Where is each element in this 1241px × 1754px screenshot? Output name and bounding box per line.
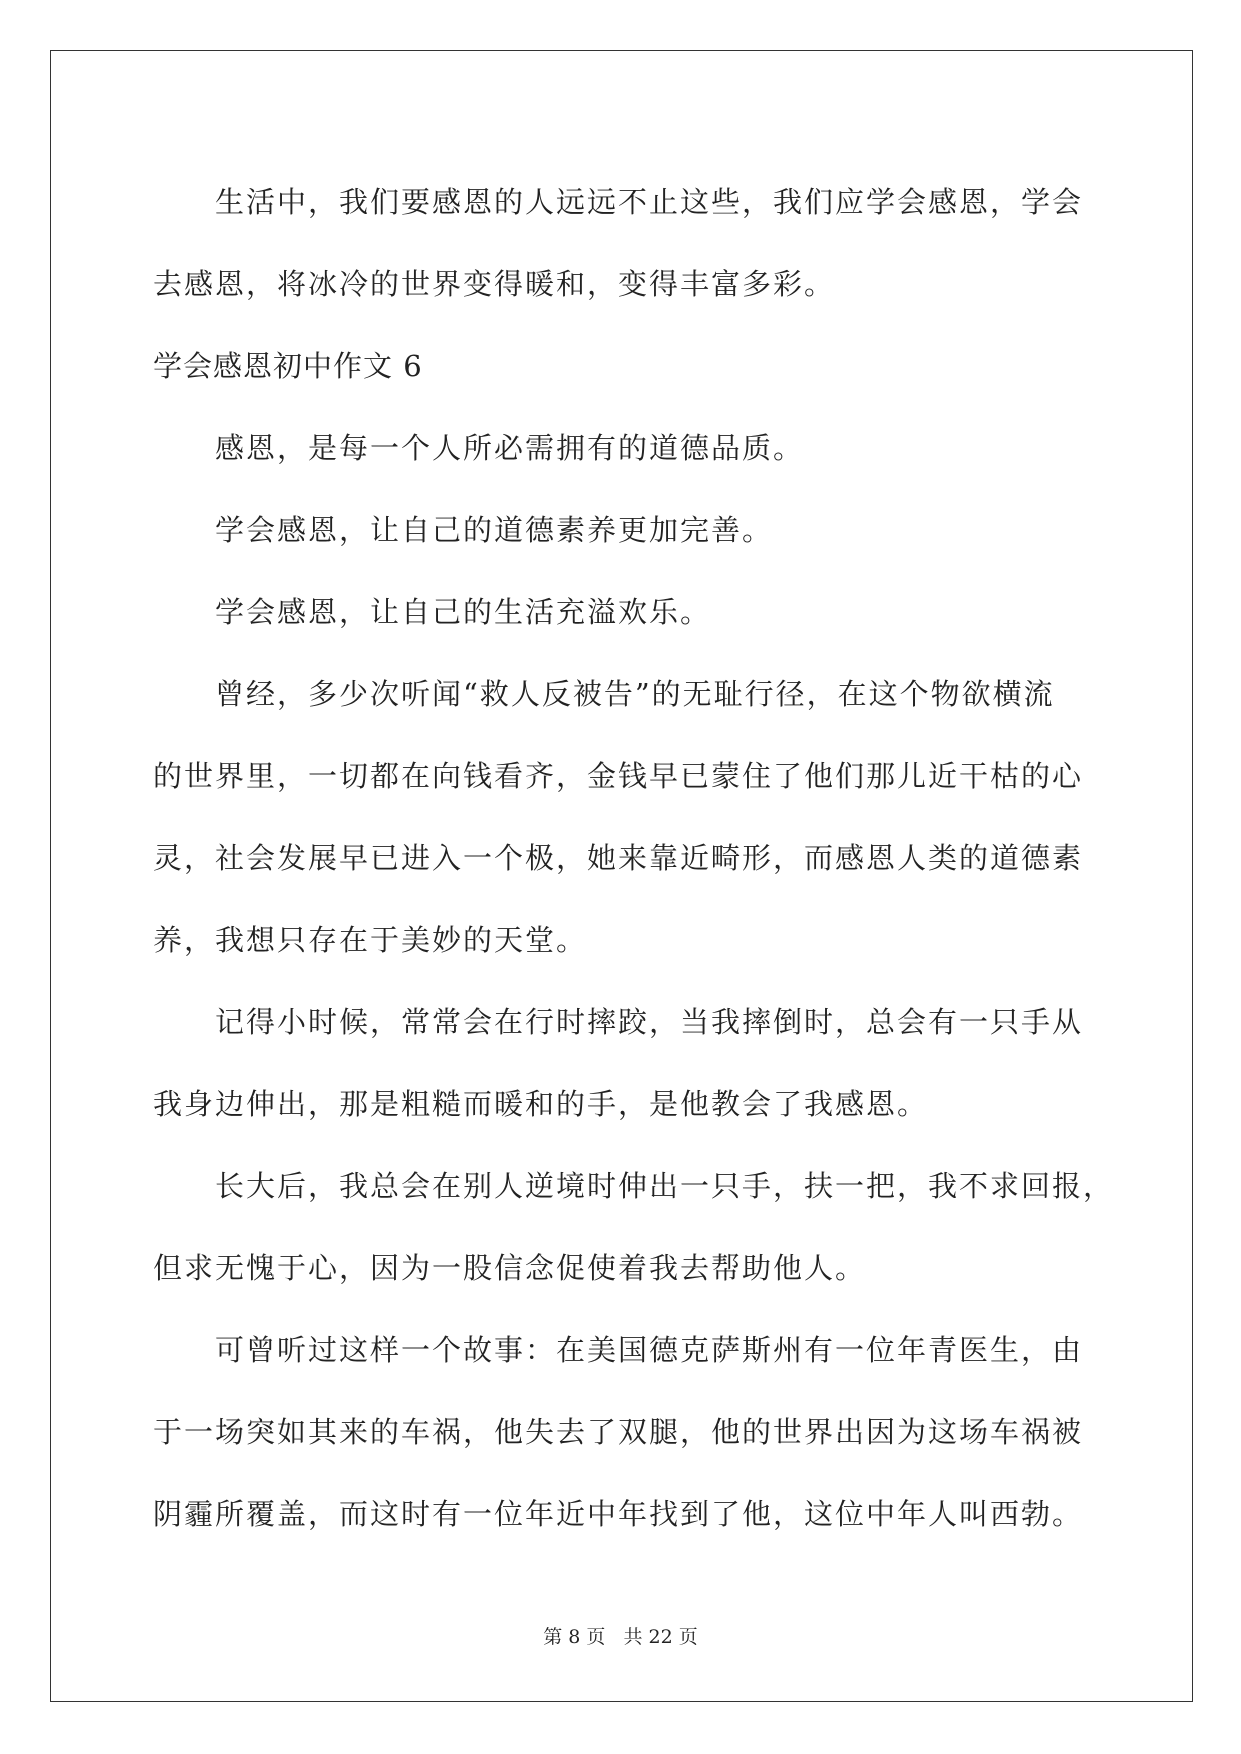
text-line: 可曾听过这样一个故事：在美国德克萨斯州有一位年青医生，由 — [215, 1333, 1084, 1367]
text-line: 于一场突如其来的车祸，他失去了双腿，他的世界出因为这场车祸被 — [153, 1415, 1084, 1449]
text-line: 我身边伸出，那是粗糙而暖和的手，是他教会了我感恩。 — [153, 1087, 929, 1121]
text-line: 去感恩，将冰冷的世界变得暖和，变得丰富多彩。 — [153, 267, 836, 301]
document-body — [153, 161, 1118, 1555]
section-heading: 学会感恩初中作文 6 — [153, 349, 423, 383]
text-line: 记得小时候，常常会在行时摔跤，当我摔倒时，总会有一只手从 — [215, 1005, 1084, 1039]
page-number: 第 8 页 — [543, 1626, 606, 1648]
text-line: 生活中，我们要感恩的人远远不止这些，我们应学会感恩，学会 — [215, 185, 1084, 219]
text-line: 感恩，是每一个人所必需拥有的道德品质。 — [215, 431, 805, 465]
page-total: 共 22 页 — [623, 1626, 698, 1648]
text-line: 曾经，多少次听闻“救人反被告”的无耻行径，在这个物欲横流 — [215, 677, 1055, 711]
text-line: 的世界里，一切都在向钱看齐，金钱早已蒙住了他们那儿近干枯的心 — [153, 759, 1084, 793]
text-line: 学会感恩，让自己的道德素养更加完善。 — [215, 513, 774, 547]
text-line: 但求无愧于心，因为一股信念促使着我去帮助他人。 — [153, 1251, 867, 1285]
page-footer — [0, 1622, 1241, 1649]
text-line: 养，我想只存在于美妙的天堂。 — [153, 923, 588, 957]
text-line: 长大后，我总会在别人逆境时伸出一只手，扶一把，我不求回报， — [215, 1169, 1115, 1203]
text-line: 阴霾所覆盖，而这时有一位年近中年找到了他，这位中年人叫西勃。 — [153, 1497, 1084, 1531]
text-line: 学会感恩，让自己的生活充溢欢乐。 — [215, 595, 712, 629]
text-line: 灵，社会发展早已进入一个极，她来靠近畸形，而感恩人类的道德素 — [153, 841, 1084, 875]
